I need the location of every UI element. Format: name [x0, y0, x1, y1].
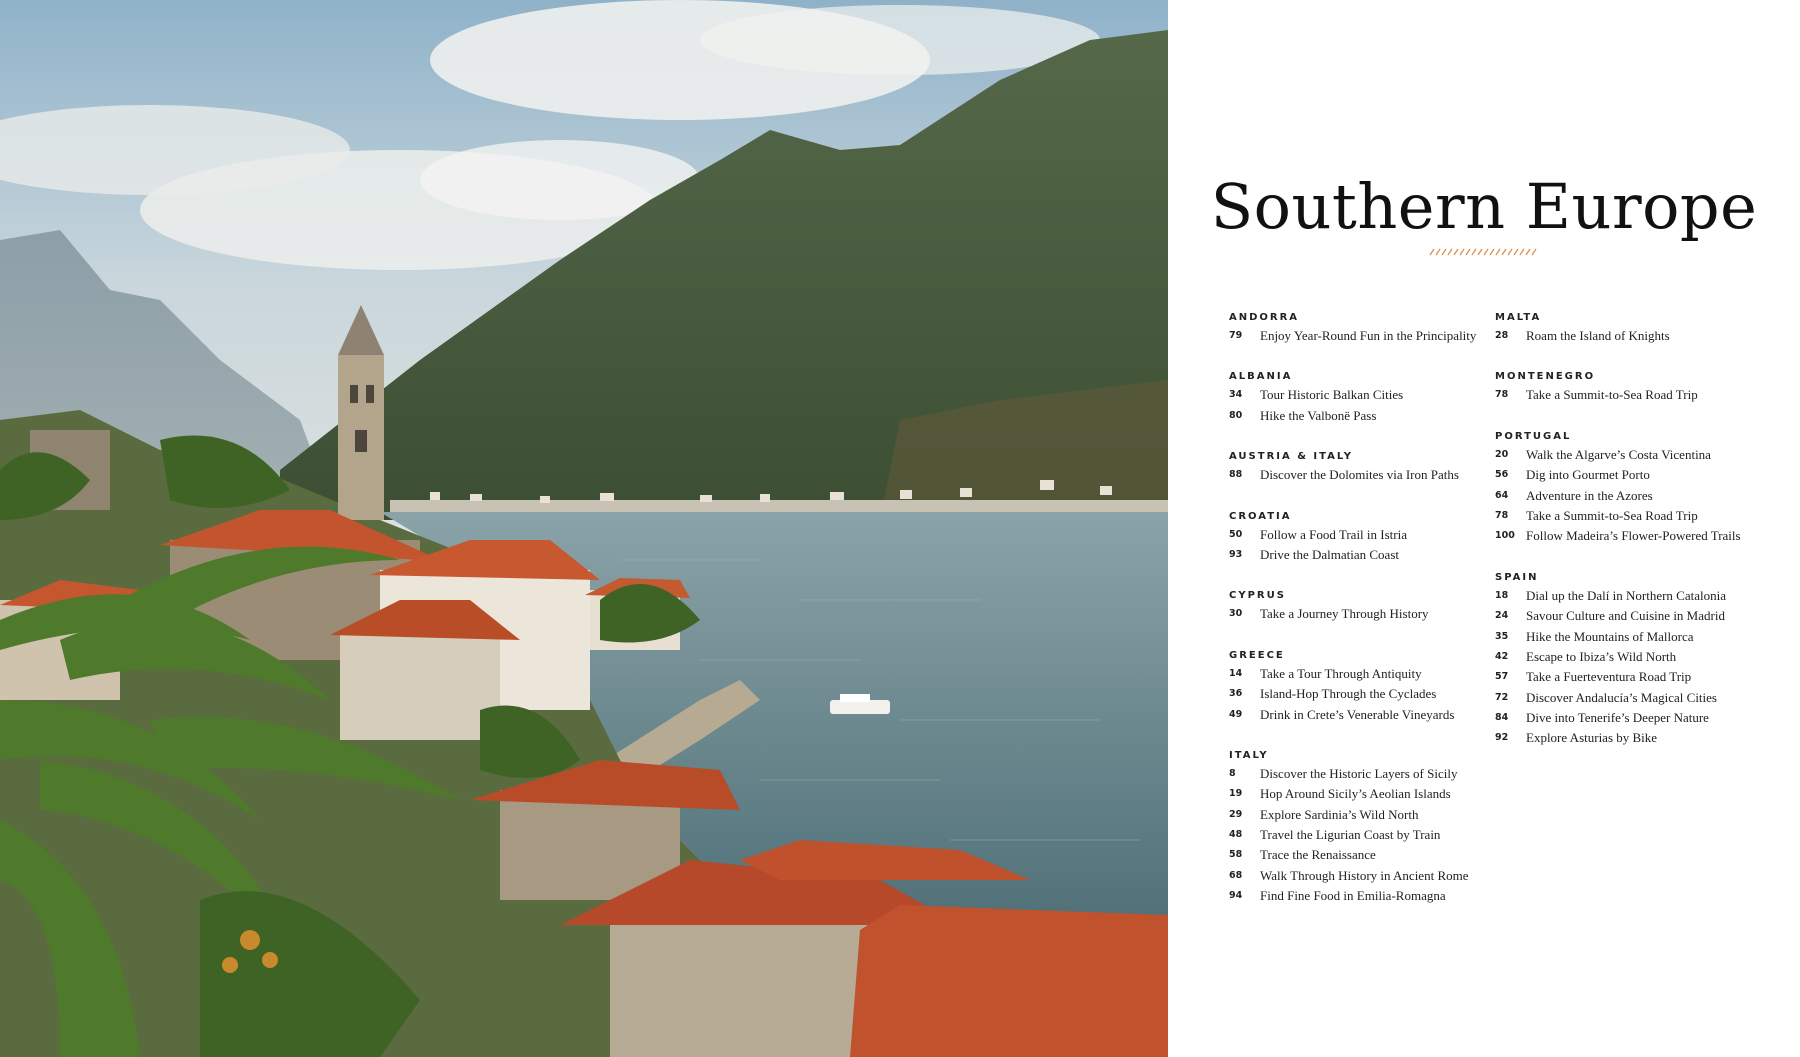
toc-entry[interactable] [1229, 805, 1499, 825]
toc-entry[interactable] [1495, 465, 1765, 485]
country-section [1495, 369, 1765, 405]
toc-entry[interactable] [1495, 606, 1765, 626]
page-number: 14 [1229, 667, 1243, 679]
toc-entry[interactable] [1495, 708, 1765, 728]
page-number: 84 [1495, 712, 1509, 724]
toc-entry[interactable] [1229, 886, 1499, 906]
chapter-title: Discover Andalucía’s Magical Cities [1526, 689, 1717, 705]
chapter-title: Hike the Mountains of Mallorca [1526, 628, 1694, 644]
toc-entry[interactable] [1229, 705, 1499, 725]
page-title: Southern Europe [1210, 170, 1758, 243]
chapter-title: Trace the Renaissance [1260, 847, 1376, 863]
chapter-title: Take a Summit-to-Sea Road Trip [1526, 507, 1698, 523]
country-heading: CROATIA [1229, 510, 1292, 522]
country-section [1495, 310, 1765, 346]
country-section [1229, 588, 1499, 624]
hatched-ornament [1428, 248, 1540, 256]
toc-column-left [1229, 310, 1499, 930]
chapter-title: Savour Culture and Cuisine in Madrid [1526, 608, 1725, 624]
page-number: 57 [1495, 671, 1509, 683]
toc-entry[interactable] [1495, 627, 1765, 647]
toc-entry[interactable] [1229, 525, 1499, 545]
table-of-contents [1168, 0, 1800, 1057]
chapter-title: Discover the Historic Layers of Sicily [1260, 765, 1458, 781]
chapter-title: Dig into Gourmet Porto [1526, 467, 1650, 483]
page-number: 50 [1229, 528, 1243, 540]
chapter-title: Discover the Dolomites via Iron Paths [1260, 467, 1459, 483]
page-number: 64 [1495, 489, 1509, 501]
chapter-title: Hike the Valbonë Pass [1260, 407, 1377, 423]
country-section [1229, 369, 1499, 426]
toc-entry[interactable] [1495, 728, 1765, 748]
chapter-title: Dive into Tenerife’s Deeper Nature [1526, 710, 1709, 726]
toc-entry[interactable] [1229, 406, 1499, 426]
country-heading: CYPRUS [1229, 590, 1286, 602]
country-heading: AUSTRIA & ITALY [1229, 451, 1353, 463]
toc-entry[interactable] [1229, 764, 1499, 784]
toc-entry[interactable] [1495, 445, 1765, 465]
page-number: 78 [1495, 509, 1509, 521]
chapter-title: Island-Hop Through the Cyclades [1260, 686, 1437, 702]
chapter-title: Roam the Island of Knights [1526, 328, 1670, 343]
page-number: 100 [1495, 530, 1515, 542]
toc-entry[interactable] [1495, 326, 1765, 346]
chapter-title: Walk Through History in Ancient Rome [1260, 867, 1469, 883]
toc-entry[interactable] [1229, 604, 1499, 624]
country-heading: ITALY [1229, 749, 1269, 761]
toc-entry[interactable] [1229, 664, 1499, 684]
chapter-title: Drive the Dalmatian Coast [1260, 546, 1399, 562]
toc-entry[interactable] [1229, 684, 1499, 704]
chapter-title: Find Fine Food in Emilia-Romagna [1260, 888, 1446, 904]
chapter-title: Follow Madeira’s Flower-Powered Trails [1526, 528, 1741, 544]
page-number: 8 [1229, 767, 1236, 779]
page-number: 79 [1229, 330, 1243, 341]
toc-entry[interactable] [1229, 465, 1499, 485]
toc-entry[interactable] [1495, 647, 1765, 667]
chapter-title: Explore Asturias by Bike [1526, 730, 1658, 746]
page-number: 28 [1495, 330, 1509, 341]
page-number: 94 [1229, 890, 1243, 902]
chapter-title: Take a Summit-to-Sea Road Trip [1526, 387, 1698, 403]
toc-entry[interactable] [1229, 326, 1499, 346]
country-heading: PORTUGAL [1495, 430, 1572, 442]
chapter-title: Walk the Algarve’s Costa Vicentina [1526, 446, 1711, 462]
toc-entry[interactable] [1495, 667, 1765, 687]
chapter-title: Take a Tour Through Antiquity [1260, 665, 1422, 681]
country-heading: MONTENEGRO [1495, 371, 1596, 383]
country-section [1495, 570, 1765, 749]
page-number: 92 [1495, 732, 1509, 744]
chapter-title: Adventure in the Azores [1526, 487, 1653, 503]
page-number: 24 [1495, 610, 1509, 622]
toc-entry[interactable] [1495, 688, 1765, 708]
page-number: 20 [1495, 448, 1509, 460]
page-number: 93 [1229, 548, 1243, 560]
country-heading: MALTA [1495, 312, 1542, 323]
page-number: 72 [1495, 691, 1509, 703]
country-section [1229, 449, 1499, 485]
country-heading: ALBANIA [1229, 371, 1293, 383]
page-number: 88 [1229, 469, 1243, 481]
country-section [1229, 310, 1499, 346]
chapter-title: Hop Around Sicily’s Aeolian Islands [1260, 786, 1451, 802]
page-number: 19 [1229, 788, 1243, 800]
page-number: 29 [1229, 808, 1243, 820]
page-number: 34 [1229, 389, 1243, 401]
page-number: 49 [1229, 708, 1243, 720]
page-number: 68 [1229, 869, 1243, 881]
page-number: 58 [1229, 849, 1243, 861]
chapter-title: Escape to Ibiza’s Wild North [1526, 648, 1677, 664]
toc-entry[interactable] [1495, 506, 1765, 526]
country-heading: SPAIN [1495, 571, 1539, 583]
toc-column-right [1495, 310, 1765, 772]
country-section [1229, 648, 1499, 725]
toc-entry[interactable] [1495, 526, 1765, 546]
page-number: 18 [1495, 589, 1509, 601]
toc-entry[interactable] [1495, 586, 1765, 606]
page-number: 42 [1495, 650, 1509, 662]
page-number: 56 [1495, 469, 1509, 481]
toc-entry[interactable] [1495, 385, 1765, 405]
country-section [1229, 748, 1499, 907]
page-number: 30 [1229, 608, 1243, 620]
country-section [1229, 509, 1499, 566]
toc-entry[interactable] [1229, 866, 1499, 886]
page-number: 36 [1229, 688, 1243, 700]
toc-entry[interactable] [1229, 545, 1499, 565]
country-heading: ANDORRA [1229, 312, 1300, 323]
toc-entry[interactable] [1495, 486, 1765, 506]
chapter-title: Follow a Food Trail in Istria [1260, 526, 1407, 542]
toc-entry[interactable] [1229, 784, 1499, 804]
toc-entry[interactable] [1229, 825, 1499, 845]
page-number: 48 [1229, 829, 1243, 841]
chapter-title: Travel the Ligurian Coast by Train [1260, 827, 1441, 843]
chapter-title: Drink in Crete’s Venerable Vineyards [1260, 706, 1455, 722]
page-number: 78 [1495, 389, 1509, 401]
chapter-title: Explore Sardinia’s Wild North [1260, 806, 1419, 822]
chapter-title: Dial up the Dalí in Northern Catalonia [1526, 587, 1727, 603]
country-heading: GREECE [1229, 649, 1285, 661]
page-number: 80 [1229, 409, 1243, 421]
toc-entry[interactable] [1229, 845, 1499, 865]
page-number: 35 [1495, 630, 1509, 642]
chapter-title: Tour Historic Balkan Cities [1260, 387, 1404, 403]
country-section [1495, 429, 1765, 547]
toc-entry[interactable] [1229, 385, 1499, 405]
chapter-title: Take a Journey Through History [1260, 606, 1429, 622]
chapter-title: Take a Fuerteventura Road Trip [1526, 669, 1692, 685]
chapter-title: Enjoy Year-Round Fun in the Principality [1260, 328, 1477, 343]
